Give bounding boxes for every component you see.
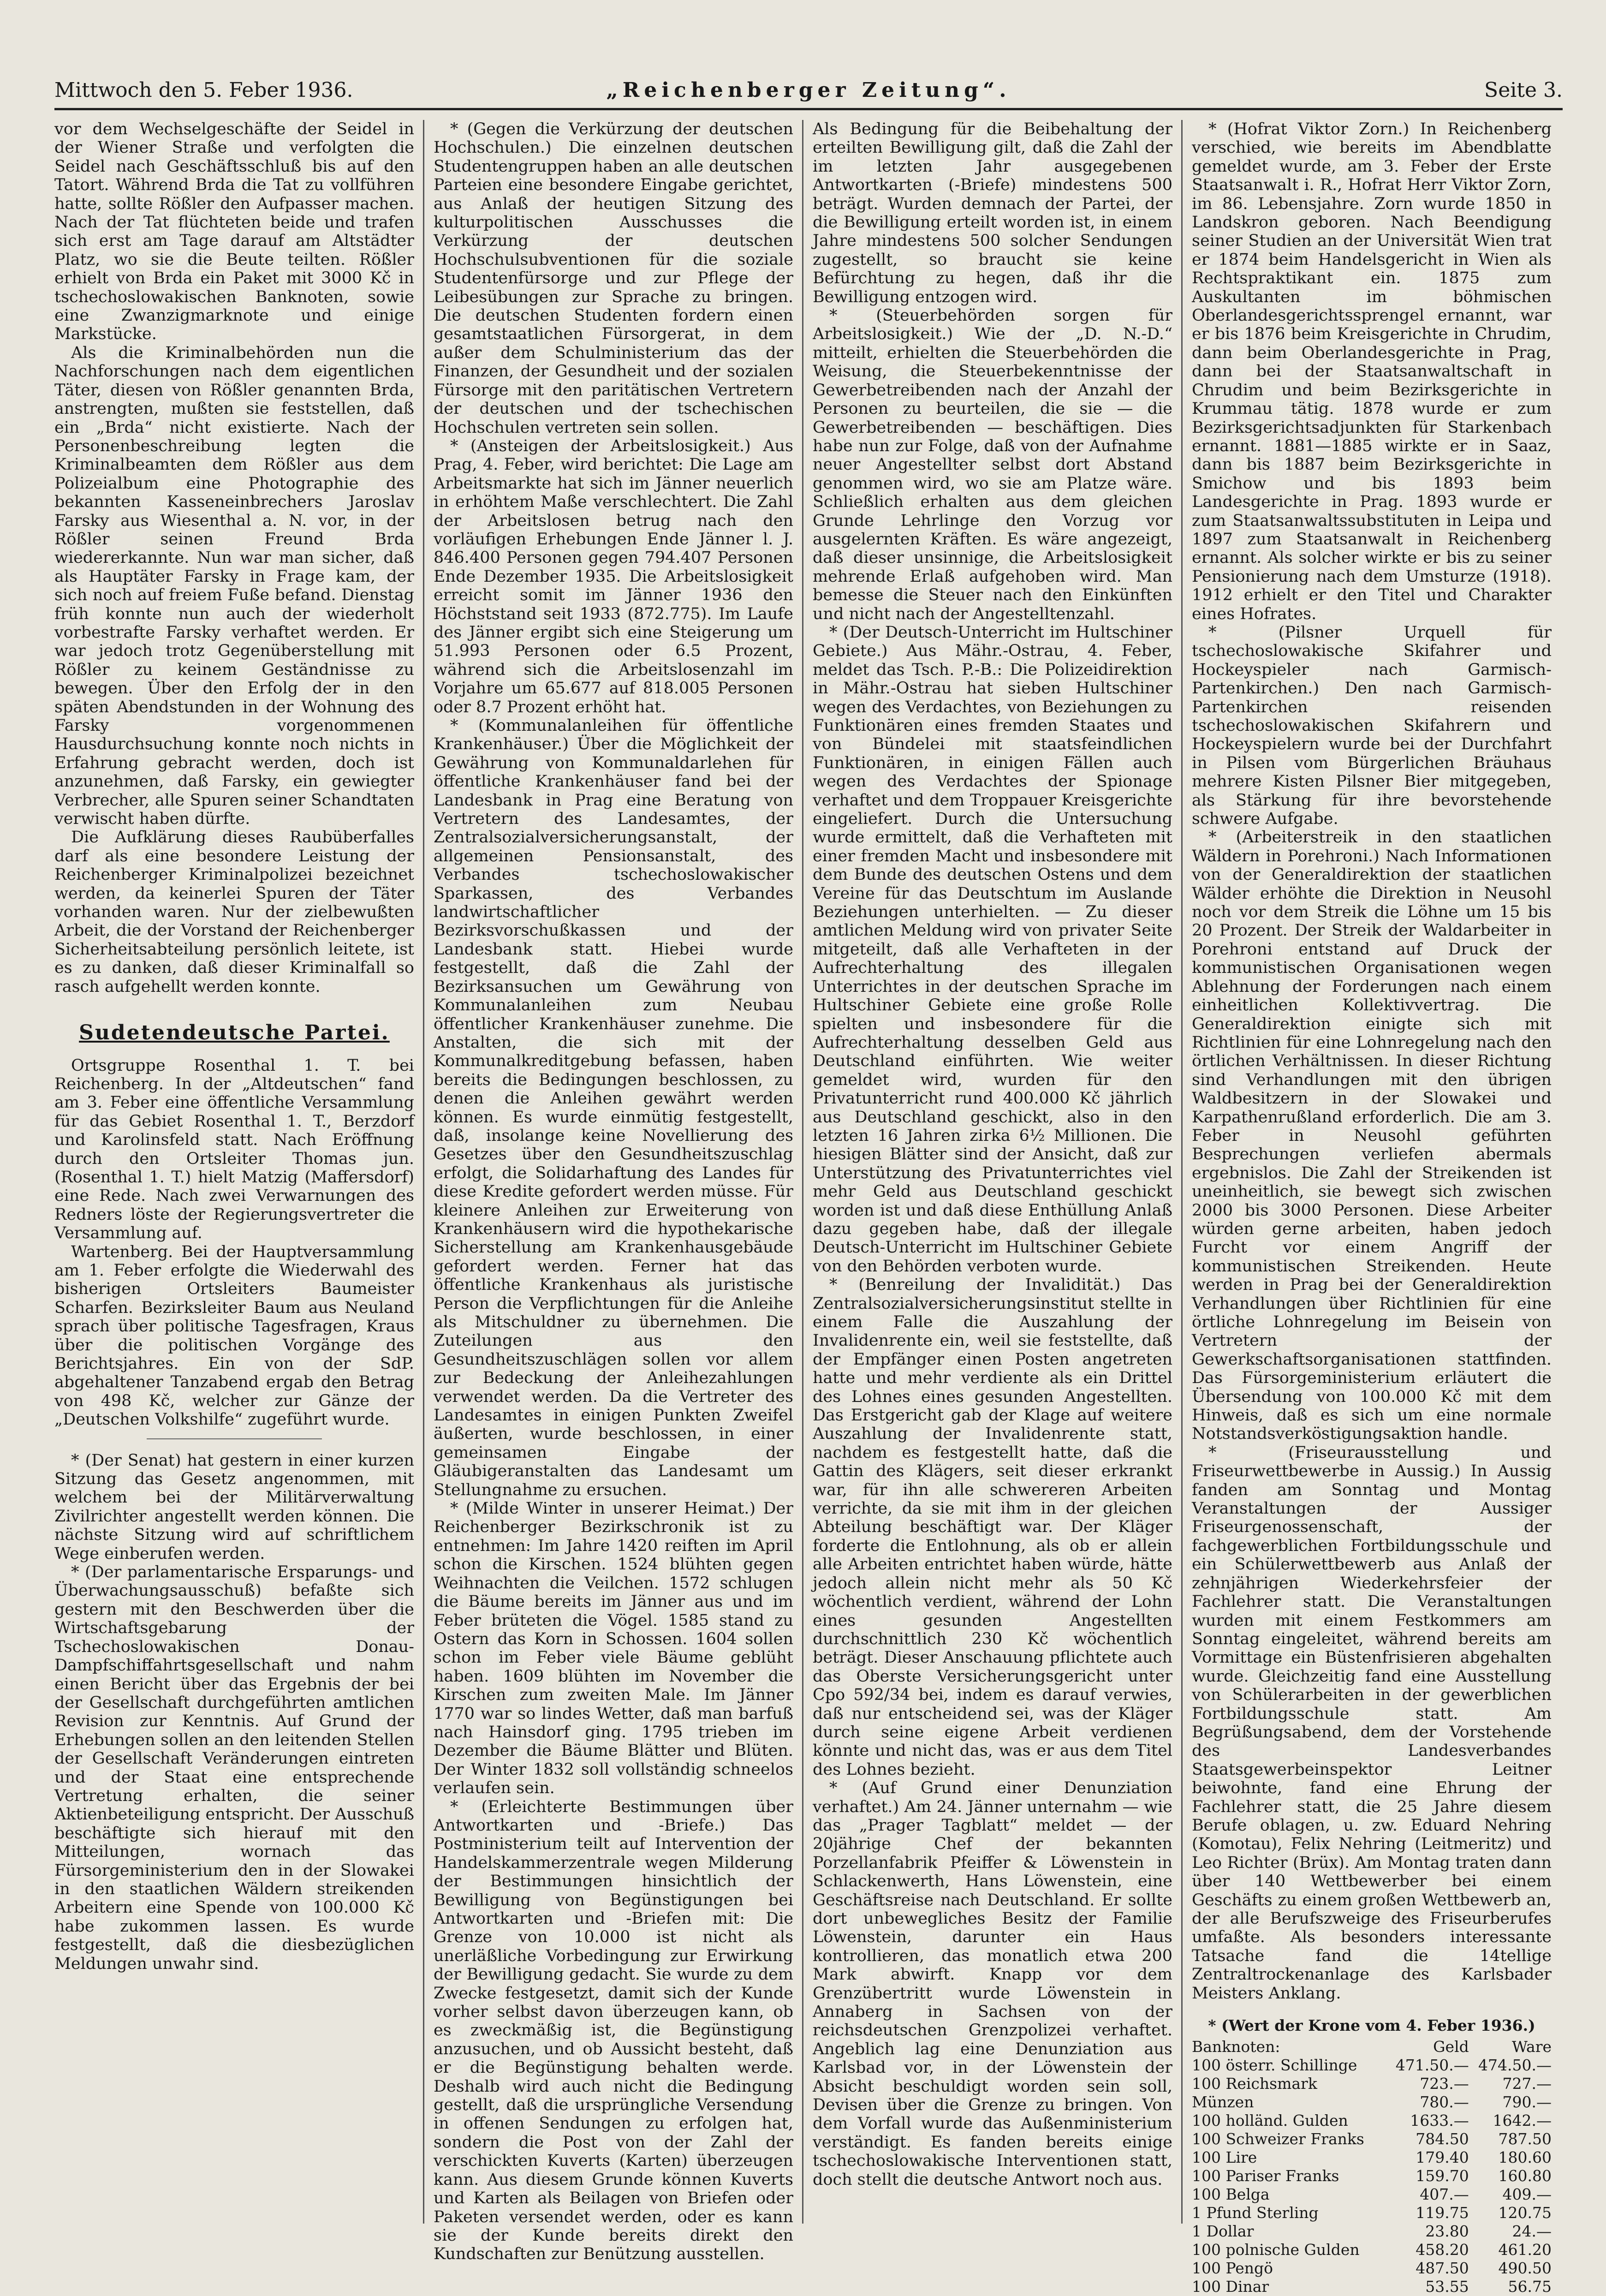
table-row bbox=[1192, 2167, 1552, 2185]
geld-cell: 159.70 bbox=[1416, 2167, 1469, 2185]
ware-cell: 409.— bbox=[1502, 2185, 1552, 2204]
news-item: * (Kommunalanleihen für öffentliche Krankenhäuser.) Über die Möglichkeit der Gewährung von Kommunaldarlehen für öffentliche Krankenhäuser fand bei der Landesbank in Prag eine Beratung von Vertretern des Landesamtes, der Zentralsozialversicherungsanstalt, der allgemeinen Pensionsanstalt, des Verbandes tschechoslowakischer Sparkassen, des Verbandes landwirtschaftlicher Bezirksvorschußkassen und der Landesbank statt. Hiebei wurde festgestellt, daß die Zahl der Bezirksansuchen um Gewährung von Kommunalanleihen zum Neubau öffentlicher Krankenhäuser zunehme. Die Anstalten, die sich mit der Kommunalkreditgebung befassen, haben bereits die Bedingungen beschlossen, zu denen die Anleihen gewährt werden können. Es wurde einmütig festgestellt, daß, insolange keine Novellierung des Gesetzes über den Gesundheitszuschlag erfolgt, die Solidarhaftung des Landes für diese Kredite gefordert werden müsse. Für kleinere Anleihen zur Erweiterung von Krankenhäusern wird die hypothekarische Sicherstellung am Krankenhausgebäude gefordert werden. Ferner hat das öffentliche Krankenhaus als juristische Person die Verpflichtungen für die Anleihe als Mitschuldner zu übernehmen. Die Zuteilungen aus den Gesundheitszuschlägen sollen vor allem zur Bedeckung der Anleihezahlungen verwendet werden. Da die Vertreter des Landesamtes in einigen Punkten Zweifel äußerten, wurde beschlossen, in einer gemeinsamen Eingabe der Gläubigeranstalten das Landesamt um Stellungnahme zu ersuchen. bbox=[434, 716, 793, 1499]
article-paragraph: Die Aufklärung dieses Raubüberfalles darf als eine besondere Leistung der Reichenberger Kriminalpolizei bezeichnet werden, da keinerlei Spuren der Täter vorhanden waren. Nur der zielbewußten Arbeit, die der Vorstand der Reichenberger Sicherheitsabteilung persönlich leitete, ist es zu danken, daß dieser Kriminalfall so rasch aufgehellt werden konnte. bbox=[54, 828, 414, 996]
ware-cell: 1642.— bbox=[1493, 2111, 1552, 2130]
geld-cell: 723.— bbox=[1420, 2075, 1469, 2093]
header-cell: Banknoten: bbox=[1192, 2038, 1280, 2056]
news-item: * (Steuerbehörden sorgen für Arbeitslosigkeit.) Wie der „D. N.-D.“ mitteilt, erhielten die Steuerbehörden die Weisung, die Steuerbekenntnisse der Gewerbetreibenden nach der Anzahl der Personen zu beurteilen, die sie — die Gewerbetreibenden — beschäftigen. Dies habe nun zur Folge, daß von der Aufnahme neuer Angestellter selbst dort Abstand genommen wird, wo sie am Platze wäre. Schließlich erhalten aus dem gleichen Grunde Lehrlinge den Vorzug vor ausgelernten Kräften. Es wäre angezeigt, daß dieser unsinnige, die Arbeitslosigkeit mehrende Erlaß aufgehoben wird. Man bemesse die Steuer nach den Einkünften und nicht nach der Angestelltenzahl. bbox=[813, 306, 1172, 623]
geld-cell: 23.80 bbox=[1425, 2222, 1469, 2241]
currency-cell: 1 Dollar bbox=[1192, 2222, 1254, 2241]
column-rule bbox=[423, 120, 424, 2224]
currency-cell: 100 Pariser Franks bbox=[1192, 2167, 1339, 2185]
geld-cell: 458.20 bbox=[1416, 2241, 1469, 2259]
ware-cell: 790.— bbox=[1502, 2093, 1552, 2111]
article-continued: vor dem Wechselgeschäfte der Seidel in der Wiener Straße und verfolgten die Seidel nach Geschäftsschluß bis auf den Tatort. Während Brda die Tat zu vollführen hatte, sollte Rößler den Aufpasser machen. Nach der Tat flüchteten beide und trafen sich erst am Tage darauf am Altstädter Platz, wo sie die Beute teilten. Rößler erhielt von Brda ein Paket mit 3000 Kč in tschechoslowakischen Banknoten, sowie eine Zwanzigmarknote und einige Markstücke. bbox=[54, 120, 414, 344]
geld-cell: 119.75 bbox=[1416, 2204, 1469, 2222]
news-item: * (Der Senat) hat gestern in einer kurzen Sitzung das Gesetz angenommen, mit welchem bei der Militärverwaltung Zivilrichter angestellt werden können. Die nächste Sitzung wird auf schriftlichem Wege einberufen werden. bbox=[54, 1451, 414, 1563]
column-1 bbox=[54, 120, 414, 2224]
table-row bbox=[1192, 2130, 1552, 2148]
ware-cell: 180.60 bbox=[1498, 2148, 1552, 2167]
news-item: * (Pilsner Urquell für tschechoslowakische Skifahrer und Hockeyspieler nach Garmisch-Partenkirchen.) Den nach Garmisch-Partenkirchen reisenden tschechoslowakischen Skifahrern und Hockeyspielern wurde bei der Durchfahrt in Pilsen vom Bürgerlichen Bräuhaus mehrere Kisten Pilsner Bier mitgegeben, als Stärkung für ihre bevorstehende schwere Aufgabe. bbox=[1192, 623, 1552, 829]
news-item: * (Ansteigen der Arbeitslosigkeit.) Aus Prag, 4. Feber, wird berichtet: Die Lage am Arbeitsmarkte hat sich im Jänner neuerlich in erhöhtem Maße verschlechtert. Die Zahl der Arbeitslosen betrug nach den vorläufigen Erhebungen Ende Jänner l. J. 846.400 Personen gegen 794.407 Personen Ende Dezember 1935. Die Arbeitslosigkeit erreicht somit im Jänner 1936 den Höchststand seit 1933 (872.775). Im Laufe des Jänner ergibt sich eine Steigerung um 51.993 Personen oder 6.5 Prozent, während sich die Arbeitslosenzahl im Vorjahre um 65.677 auf 818.005 Personen oder 8.7 Prozent erhöht hat. bbox=[434, 436, 793, 716]
news-item: * (Arbeiterstreik in den staatlichen Wäldern in Porehroni.) Nach Informationen von der Generaldirektion der staatlichen Wälder erhöhte die Direktion in Neusohl noch vor dem Streik die Löhne um 15 bis 20 Prozent. Der Streik der Waldarbeiter in Porehroni entstand auf Druck der kommunistischen Organisationen wegen Ablehnung der Forderungen nach einem einheitlichen Kollektivvertrag. Die Generaldirektion einigte sich mit Richtlinien für eine Lohnregelung nach den örtlichen Verhältnissen. In dieser Richtung sind Verhandlungen mit den übrigen Waldbesitzern in der Slowakei und Karpathenrußland erforderlich. Die am 3. Feber in Neusohl geführten Besprechungen verliefen abermals ergebnislos. Die Zahl der Streikenden ist uneinheitlich, sie bewegt sich zwischen 2000 bis 3000 Personen. Diese Arbeiter würden gerne arbeiten, haben jedoch Furcht vor einem Angriff der kommunistischen Streikenden. Heute werden in Prag bei der Generaldirektion Verhandlungen über Richtlinien für eine örtliche Lohnregelung im Beisein von Vertretern der Gewerkschaftsorganisationen stattfinden. Das Fürsorgeministerium erläutert die Übersendung von 100.000 Kč mit dem Hinweis, daß es sich um eine normale Notstandsverköstigungsaktion handle. bbox=[1192, 828, 1552, 1443]
geld-cell: 1633.— bbox=[1410, 2111, 1469, 2130]
table-row bbox=[1192, 2111, 1552, 2130]
geld-cell: 179.40 bbox=[1416, 2148, 1469, 2167]
ware-cell: 461.20 bbox=[1498, 2241, 1552, 2259]
geld-cell: 784.50 bbox=[1416, 2130, 1469, 2148]
table-row bbox=[1192, 2278, 1552, 2296]
column-4 bbox=[1192, 120, 1552, 2296]
news-item: * (Hofrat Viktor Zorn.) In Reichenberg verschied, wie bereits im Abendblatte gemeldet wurde, am 3. Feber der Erste Staatsanwalt i. R., Hofrat Herr Viktor Zorn, im 86. Lebensjahre. Zorn wurde 1850 in Landskron geboren. Nach Beendigung seiner Studien an der Universität Wien trat er 1874 beim Handelsgericht in Wien als Rechtspraktikant ein. 1875 zum Auskultanten im böhmischen Oberlandesgerichtssprengel ernannt, war er bis 1876 beim Kreisgerichte in Chrudim, dann beim Oberlandesgerichte in Prag, dann bei der Staatsanwaltschaft in Chrudim und beim Bezirksgerichte in Krummau tätig. 1878 wurde er zum Bezirksgerichtsadjunkten für Starkenbach ernannt. 1881—1885 wirkte er in Saaz, dann bis 1887 beim Bezirksgerichte in Smichow und bis 1893 beim Landesgerichte in Prag. 1893 wurde er zum Staatsanwaltssubstituten in Leipa und 1897 zum Staatsanwalt in Reichenberg ernannt. Als solcher wirkte er bis zu seiner Pensionierung nach dem Umsturze (1918). 1912 erhielt er den Titel und Charakter eines Hofrates. bbox=[1192, 120, 1552, 623]
section-heading: Sudetendeutsche Partei. bbox=[79, 1021, 390, 1045]
news-item: * (Gegen die Verkürzung der deutschen Hochschulen.) Die einzelnen deutschen Studentengruppen haben an alle deutschen Parteien eine besondere Eingabe gerichtet, aus Anlaß der heutigen Sitzung des kulturpolitischen Ausschusses die Verkürzung der deutschen Hochschulsubventionen für die soziale Studentenfürsorge und zur Pflege der Leibesübungen zur Sprache zu bringen. Die deutschen Studenten fordern einen gesamtstaatlichen Fürsorgerat, in dem außer dem Schulministerium das der Finanzen, der Gesundheit und der sozialen Fürsorge mit den paritätischen Vertretern der deutschen und der tschechischen Hochschulen vertreten sein sollen. bbox=[434, 120, 793, 437]
ware-cell: 56.75 bbox=[1508, 2278, 1552, 2296]
table-row bbox=[1192, 2185, 1552, 2204]
exchange-rate-table bbox=[1192, 2038, 1552, 2296]
currency-cell: 100 Reichsmark bbox=[1192, 2075, 1317, 2093]
news-item: * (Erleichterte Bestimmungen über Antwortkarten und -Briefe.) Das Postministerium teilt auf Intervention der Handelskammerzentrale wegen Milderung der Bestimmungen hinsichtlich der Bewilligung von Begünstigungen bei Antwortkarten und -Briefen mit: Die Grenze von 10.000 ist nicht als unerläßliche Vorbedingung zur Erwirkung der Bewilligung gedacht. Sie wurde zu dem Zwecke festgesetzt, damit sich der Kunde vorher selbst davon überzeugen kann, ob es zweckmäßig ist, die Begünstigung anzusuchen, und ob Aussicht besteht, daß er die Begünstigung behalten werde. Deshalb wird auch nicht die Bedingung gestellt, daß die ursprüngliche Versendung in offenen Sendungen zu erfolgen hat, sondern die Post von der Zahl der verschickten Kuverts (Karten) überzeugen kann. Aus diesem Grunde können Kuverts und Karten als Beilagen von Briefen oder Paketen versendet werden, oder es kann sie der Kunde bereits direkt den Kundschaften zur Benützung ausstellen. bbox=[434, 1797, 793, 2264]
table-row bbox=[1192, 2056, 1552, 2075]
header-cell: Ware bbox=[1511, 2038, 1552, 2056]
column-2 bbox=[434, 120, 793, 2264]
currency-cell: Münzen bbox=[1192, 2093, 1254, 2111]
exchange-rate-title: * (Wert der Krone vom 4. Feber 1936.) bbox=[1208, 2016, 1535, 2035]
currency-cell: 100 Dinar bbox=[1192, 2278, 1269, 2296]
geld-cell: 407.— bbox=[1420, 2185, 1469, 2204]
geld-cell: 471.50.— bbox=[1395, 2056, 1469, 2075]
ware-cell: 474.50.— bbox=[1478, 2056, 1552, 2075]
issue-date: Mittwoch den 5. Feber 1936. bbox=[54, 78, 353, 102]
table-row bbox=[1192, 2241, 1552, 2259]
page-header bbox=[54, 78, 1563, 110]
article-continued: Als Bedingung für die Beibehaltung der erteilten Bewilligung gilt, daß die Zahl der im letzten Jahr ausgegebenen Antwortkarten (-Briefe) mindestens 500 beträgt. Wurden demnach der Partei, der die Bewilligung erteilt worden ist, in einem Jahre mindestens 500 solcher Sendungen zugestellt, so braucht sie keine Befürchtung zu hegen, daß ihr die Bewilligung entzogen wird. bbox=[813, 120, 1172, 306]
column-3 bbox=[813, 120, 1172, 2224]
column-rule bbox=[1181, 120, 1183, 2224]
table-row bbox=[1192, 2259, 1552, 2278]
currency-cell: 100 Schweizer Franks bbox=[1192, 2130, 1364, 2148]
news-item: Wartenberg. Bei der Hauptversammlung am 1. Feber erfolgte die Wiederwahl des bisherigen Ortsleiters Baumeister Scharfen. Bezirksleiter Baum aus Neuland sprach über politische Tagesfragen, Kraus über die politischen Vorgänge des Berichtsjahres. Ein von der SdP. abgehaltener Tanzabend ergab den Betrag von 498 Kč, welcher zur Gänze der „Deutschen Volkshilfe“ zugeführt wurde. bbox=[54, 1242, 414, 1429]
news-item: * (Der parlamentarische Ersparungs- und Überwachungsausschuß) befaßte sich gestern mit den Beschwerden über die Wirtschaftsgebarung der Tschechoslowakischen Donau-Dampfschiffahrtsgesellschaft und nahm einen Bericht über das Ergebnis der bei der Gesellschaft durchgeführten amtlichen Revision zur Kenntnis. Auf Grund der Erhebungen sollen an den leitenden Stellen der Gesellschaft Veränderungen eintreten und der Staat eine entsprechende Vertretung erhalten, die seiner Aktienbeteiligung entspricht. Der Ausschuß beschäftigte sich hierauf mit den Mitteilungen, wornach das Fürsorgeministerium den in der Slowakei in den staatlichen Wäldern streikenden Arbeitern eine Spende von 100.000 Kč habe zukommen lassen. Es wurde festgestellt, daß die diesbezüglichen Meldungen unwahr sind. bbox=[54, 1563, 414, 1973]
currency-cell: 100 Lire bbox=[1192, 2148, 1257, 2167]
news-item: * (Auf Grund einer Denunziation verhaftet.) Am 24. Jänner unternahm — wie das „Prager Tagblatt“ meldet — der 20jährige Chef der bekannten Porzellanfabrik Pfeiffer & Löwenstein in Schlackenwerth, Hans Löwenstein, eine Geschäftsreise nach Deutschland. Er sollte dort unbewegliches Besitz der Familie Löwenstein, darunter ein Haus kontrollieren, das monatlich etwa 200 Mark abwirft. Knapp vor dem Grenzübertritt wurde Löwenstein in Annaberg in Sachsen von der reichsdeutschen Grenzpolizei verhaftet. Angeblich lag eine Denunziation aus Karlsbad vor, in der Löwenstein der Absicht beschuldigt worden sein soll, Devisen über die Grenze zu bringen. Von dem Vorfall wurde das Außenministerium verständigt. Es fanden bereits einige tschechoslowakische Interventionen statt, doch stellt die deutsche Antwort noch aus. bbox=[813, 1779, 1172, 2189]
currency-cell: 1 Pfund Sterling bbox=[1192, 2204, 1319, 2222]
table-row bbox=[1192, 2093, 1552, 2111]
geld-cell: 487.50 bbox=[1416, 2259, 1469, 2278]
newspaper-title: „Reichenberger Zeitung“. bbox=[606, 78, 1011, 102]
news-item: * (Der Deutsch-Unterricht im Hultschiner Gebiete.) Aus Mähr.-Ostrau, 4. Feber, meldet das Tsch. P.-B.: Die Polizeidirektion in Mähr.-Ostrau hat sieben Hultschiner wegen des Verdachtes, von Beziehungen zu Funktionären eines fremden Staates und von Bündelei mit staatsfeindlichen Funktionären, in einigen Fällen auch wegen des Verdachtes der Spionage verhaftet und dem Troppauer Kreisgerichte eingeliefert. Durch die Untersuchung wurde ermittelt, daß die Verhafteten mit einer fremden Macht und insbesondere mit dem Bunde des deutschen Ostens und dem Vereine für das Deutschtum im Auslande Beziehungen unterhielten. — Zu dieser amtlichen Meldung wird von privater Seite mitgeteilt, daß alle Verhafteten in der Aufrechterhaltung des illegalen Unterrichtes in der deutschen Sprache im Hultschiner Gebiete eine große Rolle spielten und insbesondere für die Aufrechterhaltung desselben Geld aus Deutschland einführten. Wie weiter gemeldet wird, wurden für den Privatunterricht rund 400.000 Kč jährlich aus Deutschland geschickt, also in den letzten 16 Jahren zirka 6½ Millionen. Die hiesigen Blätter sind der Ansicht, daß zur Unterstützung des Privatunterrichtes viel mehr Geld aus Deutschland geschickt worden ist und daß diese Enthüllung Anlaß dazu gegeben habe, daß der illegale Deutsch-Unterricht im Hultschiner Gebiete von den Behörden verboten wurde. bbox=[813, 623, 1172, 1276]
table-row bbox=[1192, 2204, 1552, 2222]
ware-cell: 120.75 bbox=[1498, 2204, 1552, 2222]
geld-cell: 53.55 bbox=[1425, 2278, 1469, 2296]
news-item: * (Milde Winter in unserer Heimat.) Der Reichenberger Bezirkschronik ist zu entnehmen: Im Jahre 1420 reiften im April schon die Kirschen. 1524 blühten gegen Weihnachten die Veilchen. 1572 schlugen die Bäume bereits im Jänner aus und im Feber brüteten die Vögel. 1585 stand zu Ostern das Korn in Schossen. 1604 sollen schon im Feber viele Bäume geblüht haben. 1609 blühten im November die Kirschen zum zweiten Male. Im Jänner 1770 war so lindes Wetter, daß man barfuß nach Hainsdorf ging. 1795 trieben im Dezember die Bäume Blätter und Blüten. Der Winter 1832 soll vollständig schneelos verlaufen sein. bbox=[434, 1499, 793, 1798]
ware-cell: 787.50 bbox=[1498, 2130, 1552, 2148]
news-item: Ortsgruppe Rosenthal 1. T. bei Reichenberg. In der „Altdeutschen“ fand am 3. Feber eine öffentliche Versammlung für das Gebiet Rosenthal 1. T., Berzdorf und Karolinsfeld statt. Nach Eröffnung durch den Ortsleiter Thomas jun. (Rosenthal 1. T.) hielt Matzig (Maffersdorf) eine Rede. Nach zwei Verwarnungen des Redners löste der Regierungsvertreter die Versammlung auf. bbox=[54, 1056, 414, 1243]
table-header-row bbox=[1192, 2038, 1552, 2056]
currency-cell: 100 Pengö bbox=[1192, 2259, 1273, 2278]
currency-cell: 100 österr. Schillinge bbox=[1192, 2056, 1357, 2075]
geld-cell: 780.— bbox=[1420, 2093, 1469, 2111]
news-item: * (Friseurausstellung und Friseurwettbewerbe in Aussig.) In Aussig fanden am Sonntag und Montag Veranstaltungen der Aussiger Friseurgenossenschaft, der fachgewerblichen Fortbildungsschule und ein Schülerwettbewerb aus Anlaß der zehnjährigen Wiederkehrsfeier der Fachlehrer statt. Die Veranstaltungen wurden mit einem Festkommers am Sonntag eingeleitet, während bereits am Vormittage ein Büstenfrisieren abgehalten wurde. Gleichzeitig fand eine Ausstellung von Schülerarbeiten in der gewerblichen Fortbildungsschule statt. Am Begrüßungsabend, dem der Vorstehende des Landesverbandes Staatsgewerbeinspektor Leitner beiwohnte, fand eine Ehrung der Fachlehrer statt, die 25 Jahre diesem Berufe oblagen, u. zw. Eduard Nehring (Komotau), Felix Nehring (Leitmeritz) und Leo Richter (Brüx). Am Montag traten dann über 140 Wettbewerber bei einem Geschäfts zu einem großen Wettbewerb an, der alle Berufszweige des Friseurberufes umfaßte. Als besonders interessante Tatsache fand die 14tellige Zentraltrockenanlage des Karlsbader Meisters Anklang. bbox=[1192, 1443, 1552, 2003]
table-row bbox=[1192, 2148, 1552, 2167]
currency-cell: 100 holländ. Gulden bbox=[1192, 2111, 1348, 2130]
currency-cell: 100 Belga bbox=[1192, 2185, 1270, 2204]
column-rule bbox=[802, 120, 803, 2224]
ware-cell: 160.80 bbox=[1498, 2167, 1552, 2185]
ware-cell: 24.— bbox=[1512, 2222, 1552, 2241]
ware-cell: 490.50 bbox=[1498, 2259, 1552, 2278]
news-item: * (Benreilung der Invalidität.) Das Zentralsozialversicherungsinstitut stellte in einem Falle die Auszahlung der Invalidenrente ein, weil sie feststellte, daß der Empfänger einen Posten angetreten hatte und mehr verdiente als ein Drittel des Lohnes eines gesunden Angestellten. Das Erstgericht gab der Klage auf weitere Auszahlung der Invalidenrente statt, nachdem es festgestellt hatte, daß die Gattin des Klägers, seit dieser erkrankt war, für ihn alle schwereren Arbeiten verrichte, da sie mit ihm in der gleichen Abteilung beschäftigt war. Der Kläger forderte die Entlohnung, als ob er allein alle Arbeiten entrichtet haben würde, hätte jedoch allein nicht mehr als 50 Kč wöchentlich verdient, während der Lohn eines gesunden Angestellten durchschnittlich 230 Kč wöchentlich beträgt. Dieser Anschauung pflichtete auch das Oberste Versicherungsgericht unter Cpo 592/34 bei, indem es darauf verwies, daß nur entscheidend sei, was der Kläger durch seine eigene Arbeit verdienen könnte und nicht das, was er aus dem Titel des Lohnes bezieht. bbox=[813, 1276, 1172, 1779]
ware-cell: 727.— bbox=[1502, 2075, 1552, 2093]
currency-cell: 100 polnische Gulden bbox=[1192, 2241, 1360, 2259]
article-paragraph: Als die Kriminalbehörden nun die Nachforschungen nach dem eigentlichen Täter, diesen von Rößler genannten Brda, anstrengten, mußten sie feststellen, daß ein „Brda“ nicht existierte. Nach der Personenbeschreibung legten die Kriminalbeamten dem Rößler aus dem Polizeialbum eine Photographie des bekannten Kasseneinbrechers Jaroslav Farsky aus Wiesenthal a. N. vor, in der Rößler seinen Freund Brda wiedererkannte. Nun war man sicher, daß als Hauptäter Farsky in Frage kam, der sich noch auf freiem Fuße befand. Dienstag früh konnte nun auch der wiederholt vorbestrafte Farsky verhaftet werden. Er war jedoch trotz Gegenüberstellung mit Rößler zu keinem Geständnisse zu bewegen. Über den Erfolg der in den späten Abendstunden in der Wohnung des Farsky vorgenommenen Hausdurchsuchung konnte noch nichts in Erfahrung gebracht werden, doch ist anzunehmen, daß Farsky, ein gewiegter Verbrecher, alle Spuren seiner Schandtaten verwischt haben dürfte. bbox=[54, 343, 414, 829]
table-row bbox=[1192, 2222, 1552, 2241]
header-cell: Geld bbox=[1433, 2038, 1469, 2056]
table-row bbox=[1192, 2075, 1552, 2093]
separator bbox=[147, 1438, 322, 1439]
page-number: Seite 3. bbox=[1484, 78, 1563, 102]
